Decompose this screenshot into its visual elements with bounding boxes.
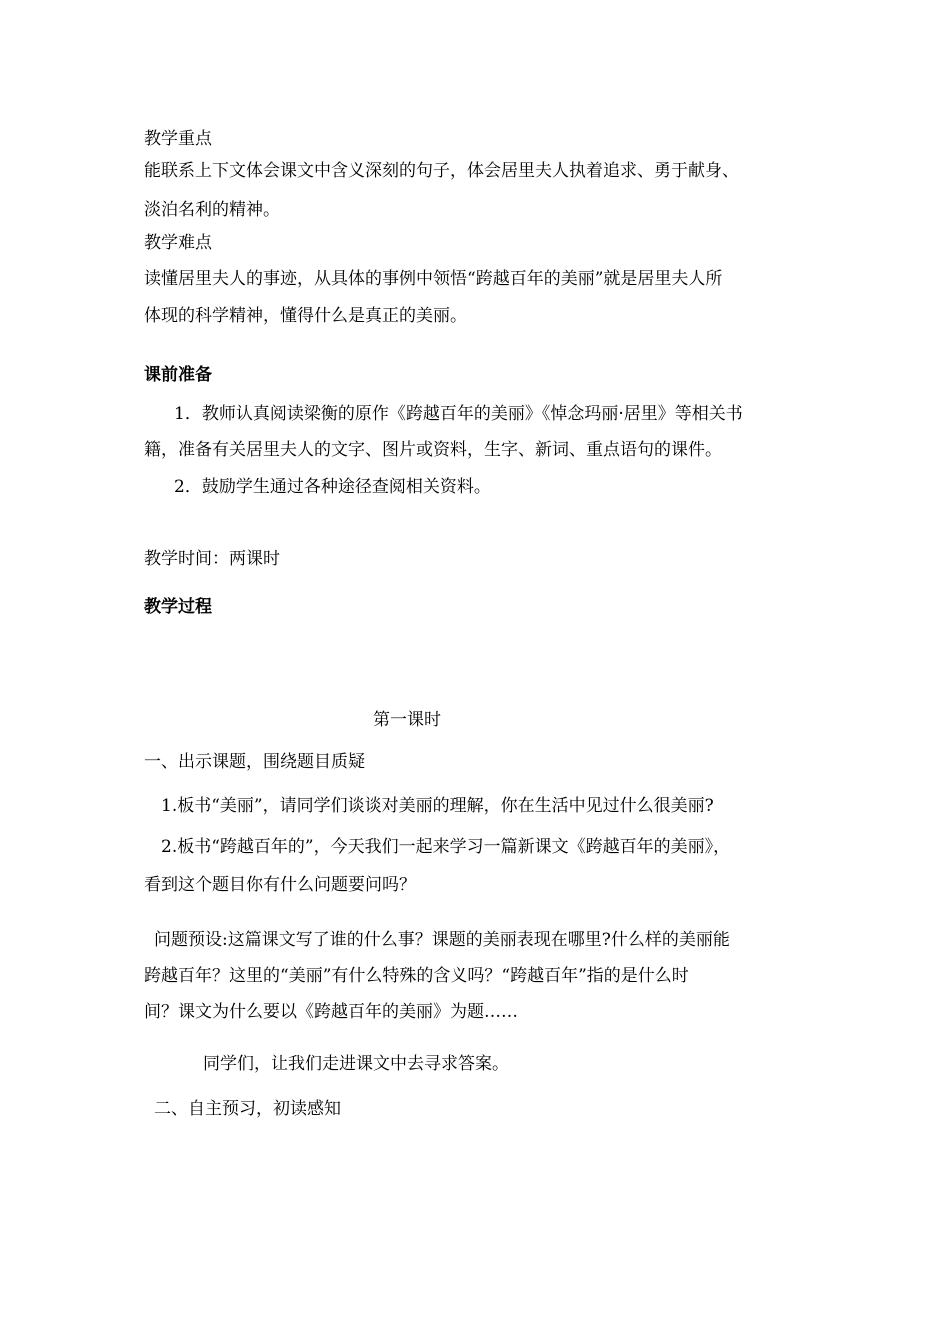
- transition-text: 同学们，让我们走进课文中去寻求答案。: [203, 1054, 509, 1074]
- step2-text-line2: 看到这个题目你有什么问题要问吗？: [144, 875, 416, 895]
- questions-line3: 间？课文为什么要以《跨越百年的美丽》为题……: [144, 1002, 518, 1022]
- process-heading: 教学过程: [144, 597, 212, 617]
- preparation-item2: 2．鼓励学生通过各种途径查阅相关资料。: [174, 477, 491, 497]
- questions-line2: 跨越百年？这里的“美丽”有什么特殊的含义吗？“跨越百年”指的是什么时: [144, 966, 689, 986]
- section1-heading: 一、出示课题，围绕题目质疑: [144, 752, 365, 772]
- difficulty-text-line1: 读懂居里夫人的事迹，从具体的事例中领悟“跨越百年的美丽”就是居里夫人所: [144, 269, 723, 289]
- questions-line1: 问题预设:这篇课文写了谁的什么事？课题的美丽表现在哪里?什么样的美丽能: [154, 930, 730, 950]
- preparation-heading: 课前准备: [144, 365, 212, 385]
- teaching-time: 教学时间：两课时: [144, 549, 280, 569]
- focus-text-line2: 淡泊名利的精神。: [144, 200, 280, 220]
- step1-text: 1.板书“美丽”，请同学们谈谈对美丽的理解，你在生活中见过什么很美丽?: [161, 796, 714, 816]
- difficulty-text-line2: 体现的科学精神，懂得什么是真正的美丽。: [144, 306, 467, 326]
- focus-text-line1: 能联系上下文体会课文中含义深刻的句子，体会居里夫人执着追求、勇于献身、: [144, 161, 739, 181]
- lesson1-title: 第一课时: [373, 710, 441, 730]
- preparation-item1-line2: 籍，准备有关居里夫人的文字、图片或资料，生字、新词、重点语句的课件。: [144, 440, 722, 460]
- difficulty-heading: 教学难点: [144, 233, 212, 253]
- section2-heading: 二、自主预习，初读感知: [154, 1099, 341, 1119]
- focus-heading: 教学重点: [144, 129, 212, 149]
- preparation-item1-line1: 1．教师认真阅读梁衡的原作《跨越百年的美丽》《悼念玛丽·居里》等相关书: [174, 404, 743, 424]
- step2-text-line1: 2.板书“跨越百年的”，今天我们一起来学习一篇新课文《跨越百年的美丽》，: [161, 837, 731, 857]
